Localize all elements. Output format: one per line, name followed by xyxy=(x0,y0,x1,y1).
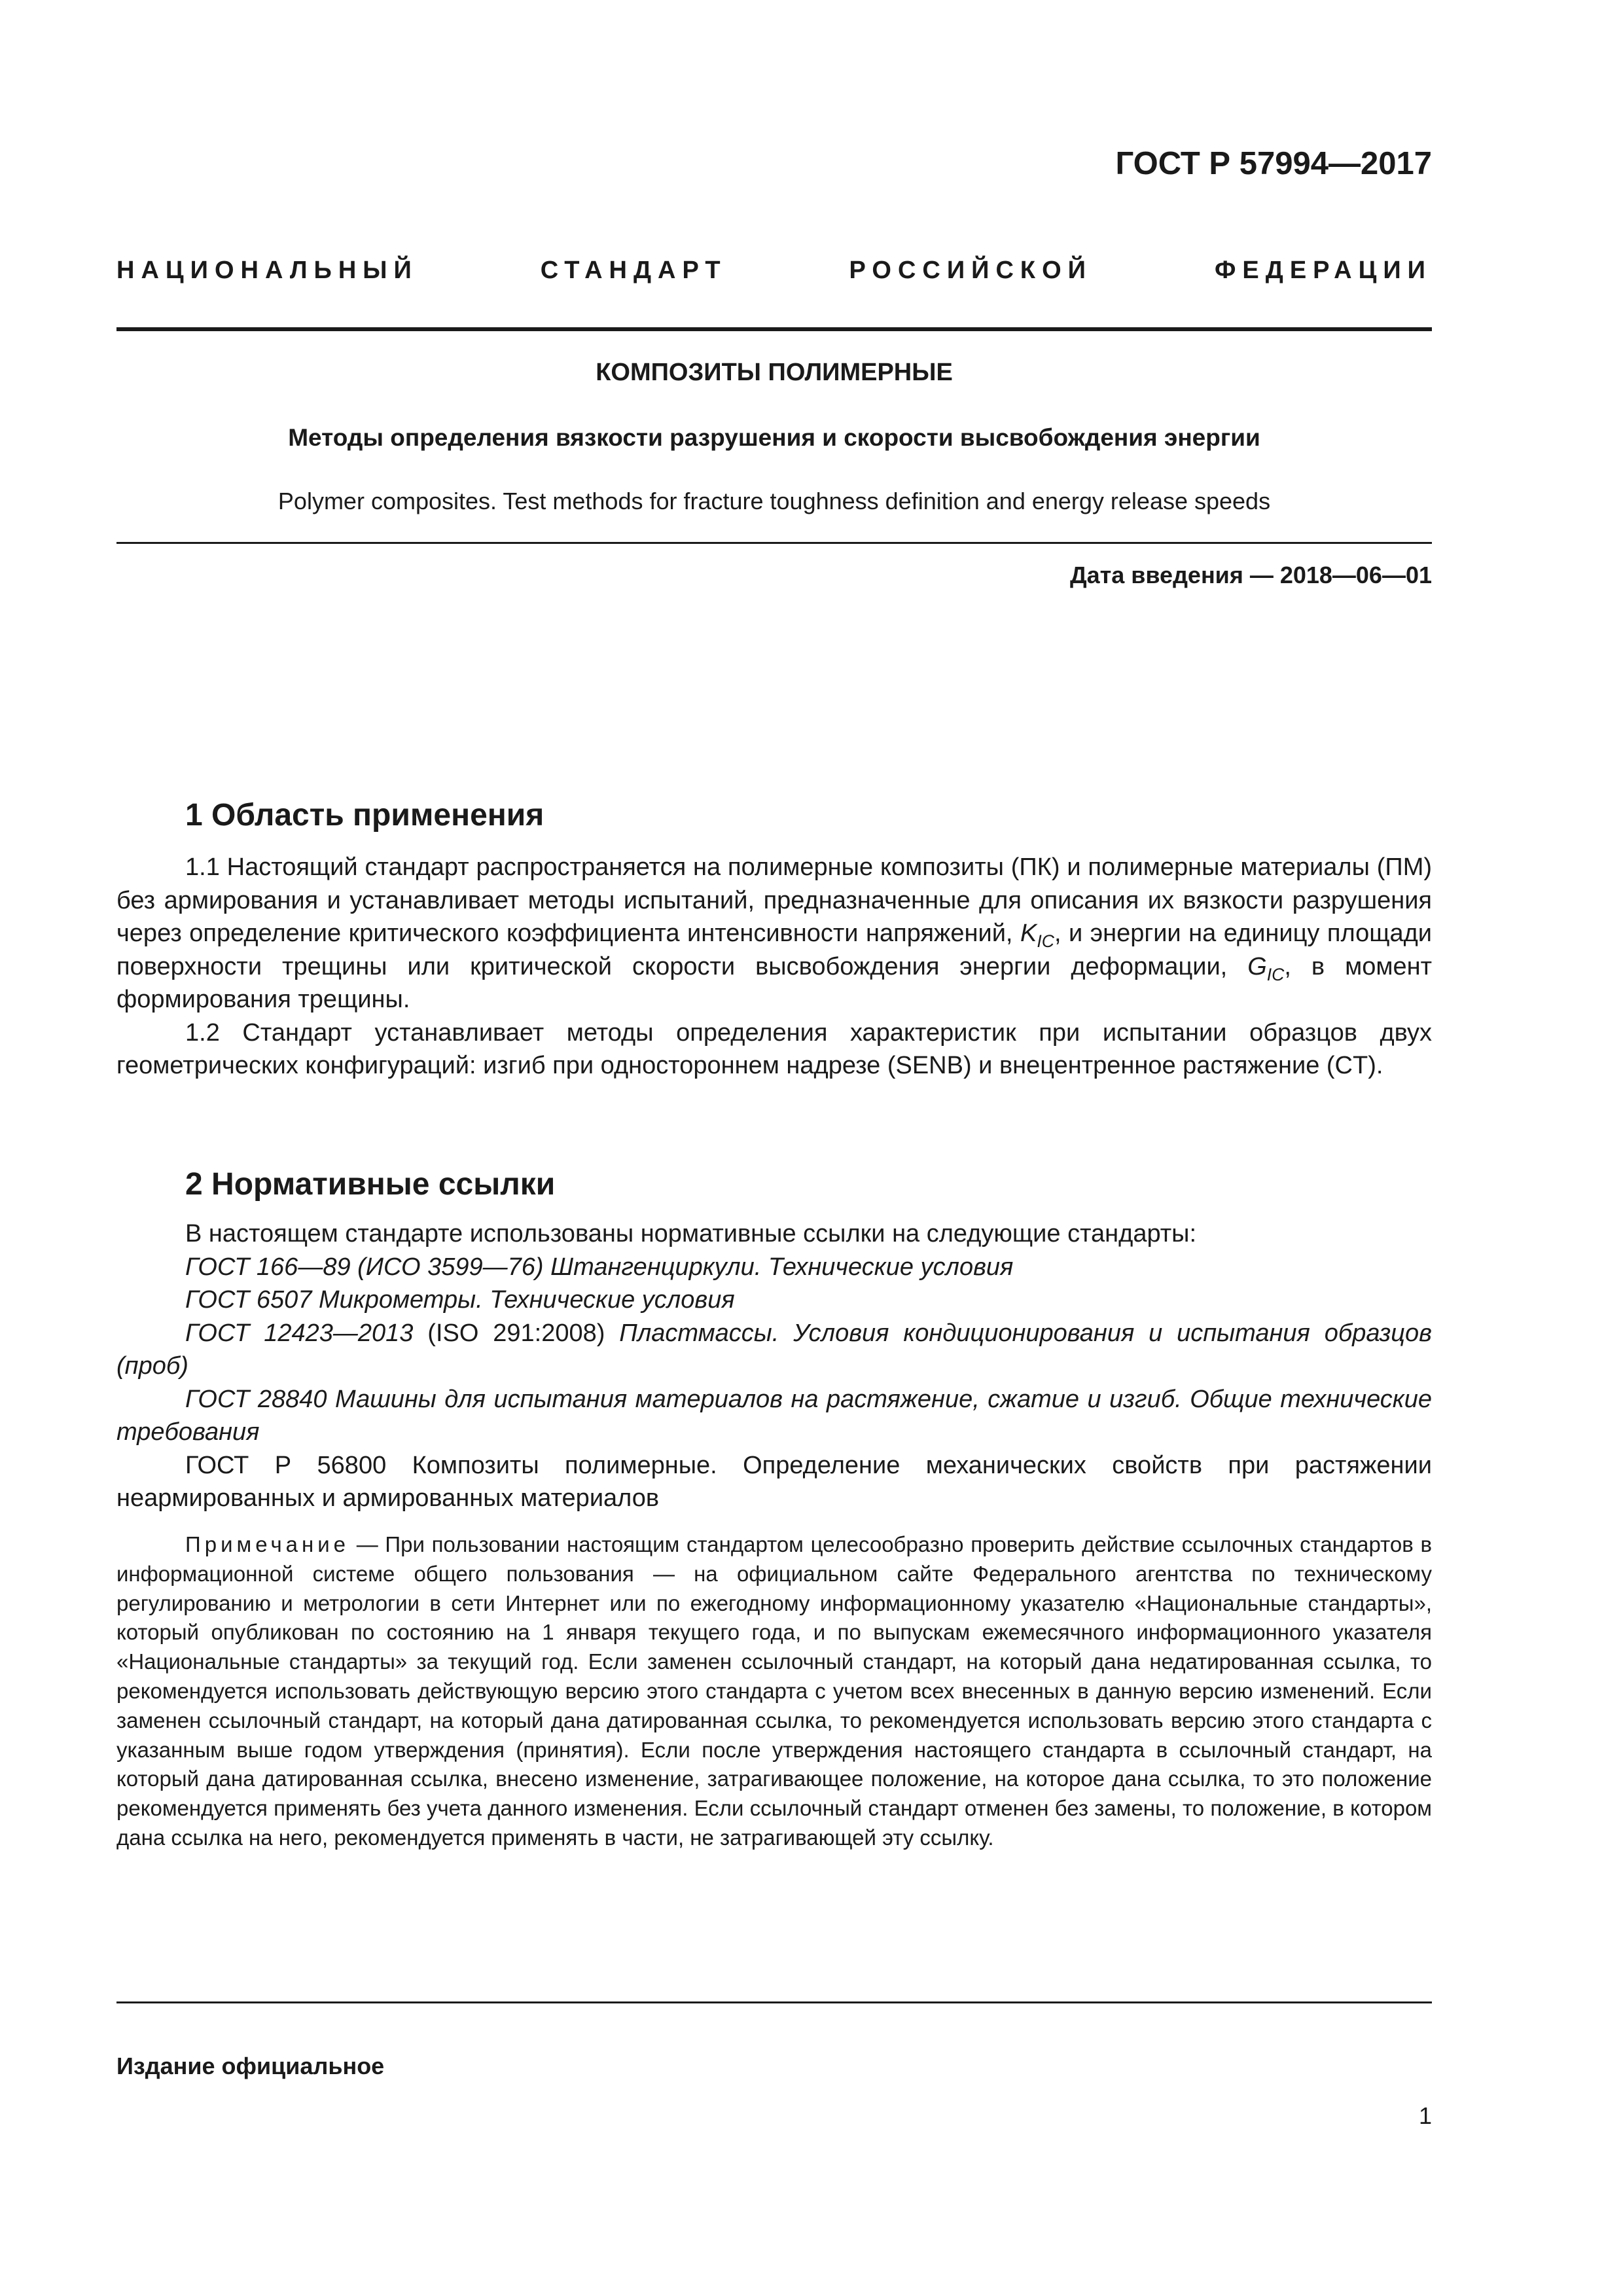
edition-label: Издание официальное xyxy=(116,2053,385,2079)
reference-gost-r-56800: ГОСТ Р 56800 Композиты полимерные. Определение механических свойств при растяжении неармированных и армированных материалов xyxy=(116,1451,1432,1512)
reference-gost-28840: ГОСТ 28840 Машины для испытания материалов на растяжение, сжатие и изгиб. Общие технические требования xyxy=(116,1385,1432,1446)
paragraph-1-1: 1.1 Настоящий стандарт распространяется на полимерные композиты (ПК) и полимерные материалы (ПМ) без армирования и устанавливает методы испытаний, предназначенные для описания их вязкости разрушения через определение критического коэффициента интенсивности напряжений, $K_{IC}$, и энергии на единицу площади поверхности трещины или критической скорости высвобождения энергии деформации, $G_{IC}$, в момент формирования трещины. xyxy=(116,853,1432,1013)
reference-gost-6507: ГОСТ 6507 Микрометры. Технические условия xyxy=(185,1286,735,1314)
section-2-heading: 2 Нормативные ссылки xyxy=(185,1167,556,1202)
title-divider xyxy=(116,542,1432,544)
note-block xyxy=(116,1530,1432,1853)
document-number: ГОСТ Р 57994—2017 xyxy=(1115,146,1432,181)
reference-gost-166: ГОСТ 166—89 (ИСО 3599—76) Штангенциркули. Технические условия xyxy=(185,1253,1014,1281)
paragraph-1-2: 1.2 Стандарт устанавливает методы определения характеристик при испытании образцов двух геометрических конфигураций: изгиб при одностороннем надрезе (SENB) и внецентренное растяжение (CT). xyxy=(116,1018,1432,1079)
footer-divider xyxy=(116,2001,1432,2003)
document-subtitle: Методы определения вязкости разрушения и скорости высвобождения энергии xyxy=(288,424,1260,451)
document-title-english: Polymer composites. Test methods for fracture toughness definition and energy release speeds xyxy=(277,488,1271,514)
section-1-heading: 1 Область применения xyxy=(185,798,544,833)
page-number: 1 xyxy=(1418,2102,1432,2129)
header-divider xyxy=(116,327,1432,331)
reference-gost-12423: ГОСТ 12423—2013 (ISO 291:2008) Пластмассы. Условия кондиционирования и испытания образцов (проб) xyxy=(116,1319,1432,1380)
national-standard-heading: НАЦИОНАЛЬНЫЙ СТАНДАРТ РОССИЙСКОЙ ФЕДЕРАЦИИ xyxy=(116,257,1432,284)
references-intro: В настоящем стандарте использованы нормативные ссылки на следующие стандарты: xyxy=(185,1220,1197,1247)
introduction-date: Дата введения — 2018—06—01 xyxy=(1069,562,1432,588)
section-2-body xyxy=(116,1217,1432,1515)
section-1-body xyxy=(116,851,1432,1083)
document-title: КОМПОЗИТЫ ПОЛИМЕРНЫЕ xyxy=(596,359,953,386)
note-text: — При пользовании настоящим стандартом целесообразно проверить действие ссылочных стандартов в информационной системе общего пользования — на официальном сайте Федерального агентства по техническому регулированию и метрологии в сети Интернет или по ежегодному информационному указателю «Национальные стандарты», который опубликован по состоянию на 1 января текущего года, и по выпускам ежемесячного информационного указателя «Национальные стандарты» за текущий год. Если заменен ссылочный стандарт, на который дана недатированная ссылка, то рекомендуется использовать действующую версию этого стандарта с учетом всех внесенных в данную версию изменений. Если заменен ссылочный стандарт, на который дана датированная ссылка, то рекомендуется использовать версию этого стандарта с указанным выше годом утверждения (принятия). Если после утверждения настоящего стандарта в ссылочный стандарт, на который дана датированная ссылка, внесено изменение, затрагивающее положение, на которое дана ссылка, то это положение рекомендуется применять без учета данного изменения. Если ссылочный стандарт отменен без замены, то положение, в котором дана ссылка на него, рекомендуется применять в части, не затрагивающей эту ссылку. xyxy=(116,1532,1432,1850)
note-label: Примечание xyxy=(185,1532,350,1556)
